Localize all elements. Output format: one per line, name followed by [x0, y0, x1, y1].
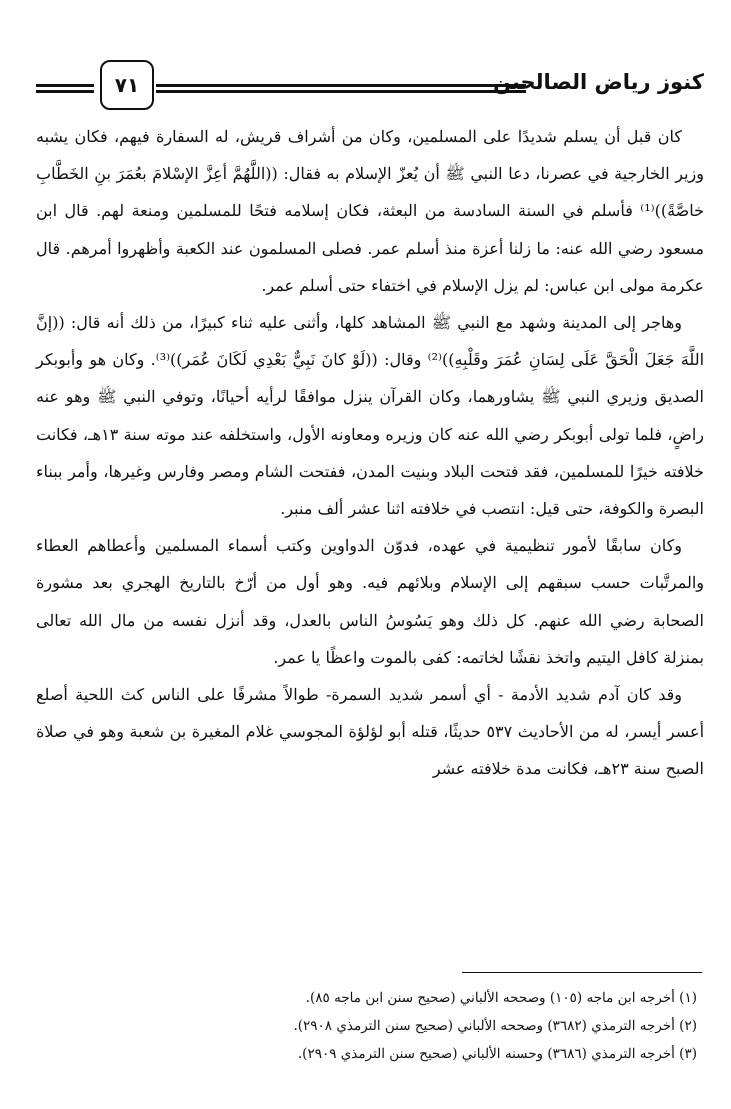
footnote-separator	[462, 972, 702, 973]
header-rule	[156, 90, 526, 93]
footnote: (٣) أخرجه الترمذي (٣٦٨٦) وحسنه الألباني (صحيح سنن الترمذي ٢٩٠٩).	[297, 1046, 697, 1062]
header-rule	[36, 84, 94, 87]
main-text	[36, 118, 704, 788]
header-rule	[36, 90, 94, 93]
page-number: ٧١	[100, 60, 154, 110]
paragraph: وهاجر إلى المدينة وشهد مع النبي ﷺ المشاهد كلها، وأثنى عليه ثناء كبيرًا، من ذلك أنه قال: ((إنَّ اللَّهَ جَعَلَ الْحَقَّ عَلَى لِسَانِ عُمَرَ وقَلْبِهِ))⁽²⁾ وقال: ((لَوْ كانَ نَبِيٌّ بَعْدِي لَكَانَ عُمَر))⁽³⁾. وكان هو وأبوبكر الصديق وزيري النبي ﷺ يشاورهما، وكان القرآن ينزل موافقًا لرأيه أحيانًا، وتوفي النبي ﷺ وهو عنه راضٍ، فلما تولى أبوبكر رضي الله عنه كان وزيره ومعاونه الأول، واستخلفه عند موته سنة ١٣هـ، فكانت خلافته خيرًا للمسلمين، فقد فتحت البلاد وبنيت المدن، ففتحت الشام ومصر وفارس وغيرها، وأمر ببناء البصرة والكوفة، حتى قيل: انتصب في خلافته اثنا عشر ألف منبر.	[36, 313, 705, 519]
header-rule	[156, 84, 526, 87]
footnotes	[29, 984, 697, 1068]
page-header	[36, 60, 704, 108]
book-title: كنوز رياض الصالحين	[493, 70, 704, 94]
paragraph: وقد كان آدم شديد الأدمة - أي أسمر شديد السمرة- طوالاً مشرفًا على الناس كث اللحية أصلع أعسر أيسر، له من الأحاديث ٥٣٧ حديثًا، قتله أبو لؤلؤة المجوسي غلام المغيرة بن شعبة وهو في صلاة الصبح سنة ٢٣هـ، فكانت مدة خلافته عشر	[36, 685, 705, 779]
footnote: (٢) أخرجه الترمذي (٣٦٨٢) وصححه الألباني (صحيح سنن الترمذي ٢٩٠٨).	[293, 1018, 697, 1034]
paragraph: وكان سابقًا لأمور تنظيمية في عهده، فدوّن الدواوين وكتب أسماء المسلمين وأعطاهم العطاء والمرتَّبات حسب سبقهم إلى الإسلام وبلائهم فيه. وهو أول من أرّخ بالتاريخ الهجري بعد مشورة الصحابة رضي الله عنهم. كل ذلك وهو يَسُوسُ الناس بالعدل، وقد أنزل نفسه من مال الله تعالى بمنزلة كافل اليتيم واتخذ نقشًا لخاتمه: كفى بالموت واعظًا يا عمر.	[36, 536, 704, 667]
paragraph: كان قبل أن يسلم شديدًا على المسلمين، وكان من أشراف قريش، له السفارة فيهم، فكان يشبه وزير الخارجية في عصرنا، دعا النبي ﷺ أن يُعزّ الإسلام به فقال: ((اللَّهُمَّ أعِزَّ الإسْلامَ بعُمَرَ بنِ الخَطَّابِ خاصَّةً))⁽¹⁾ فأسلم في السنة السادسة من البعثة، فكان إسلامه فتحًا للمسلمين ومنعة لهم. قال ابن مسعود رضي الله عنه: ما زلنا أعزة منذ أسلم عمر. فصلى المسلمون عند الكعبة وأظهروا أمرهم. قال عكرمة مولى ابن عباس: لم يزل الإسلام في اختفاء حتى أسلم عمر.	[36, 127, 704, 295]
footnote: (١) أخرجه ابن ماجه (١٠٥) وصححه الألباني (صحيح سنن ابن ماجه ٨٥).	[305, 990, 697, 1006]
